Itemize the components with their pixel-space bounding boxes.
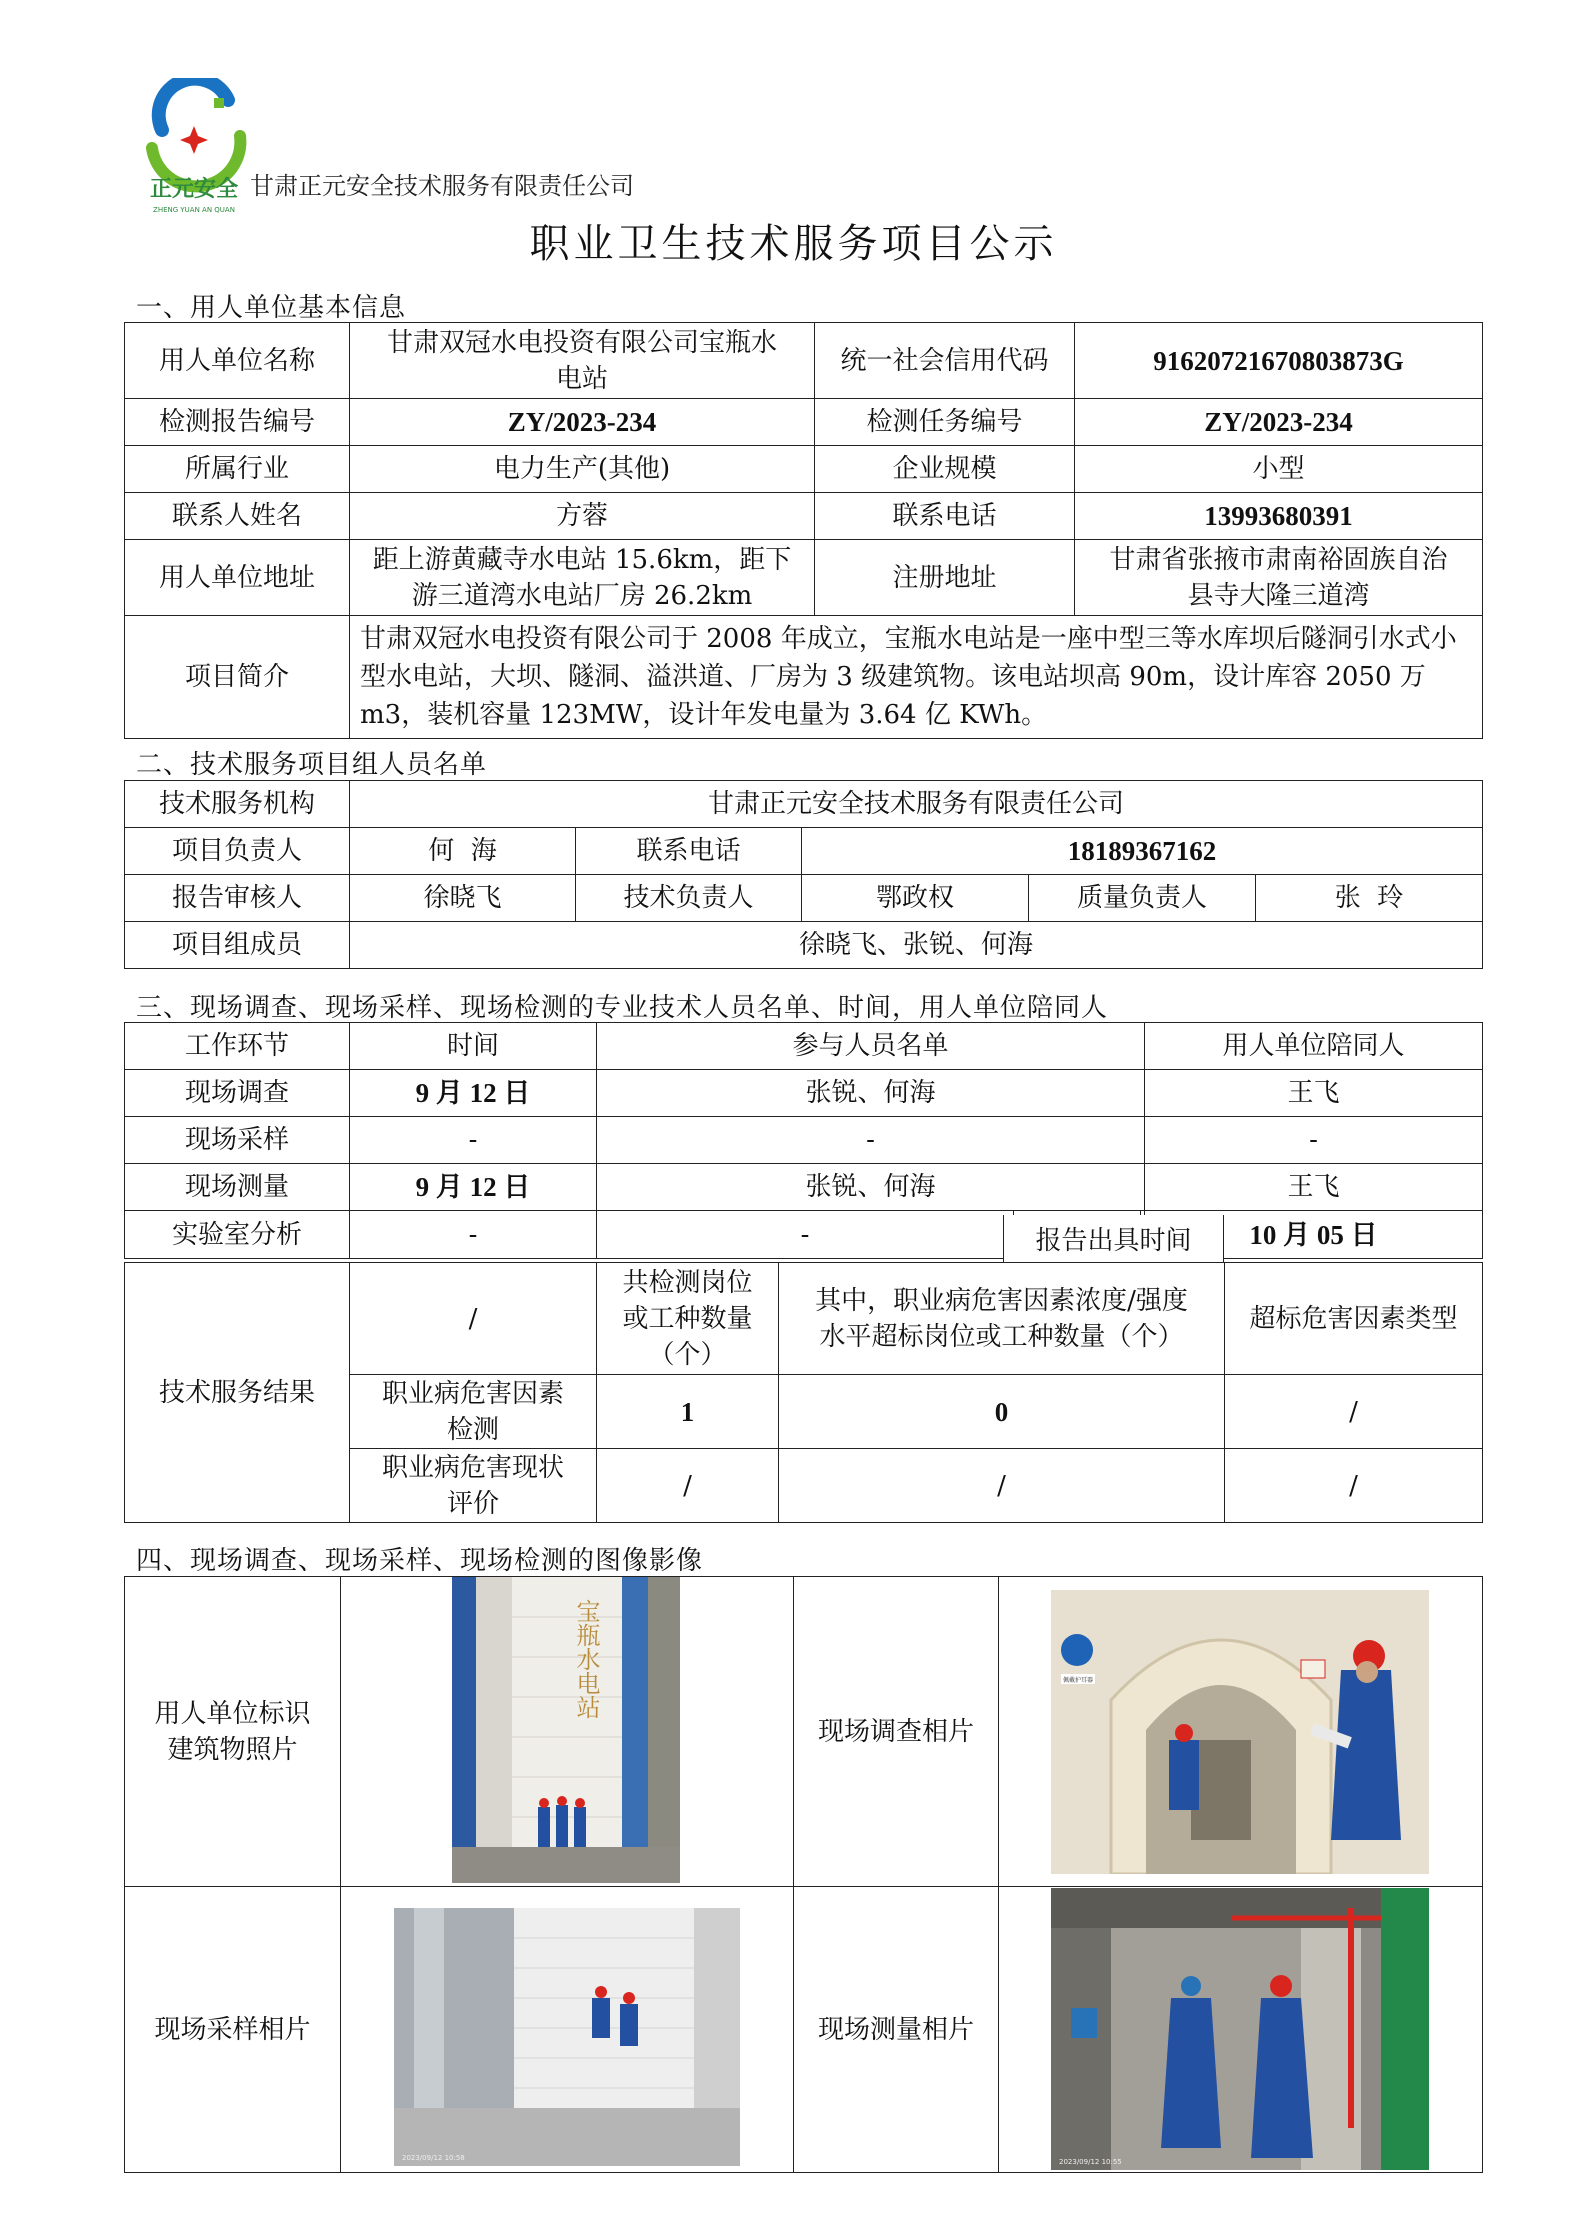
address [350,540,815,616]
stage: 现场测量 [125,1164,350,1211]
eval-total: / [597,1449,779,1523]
address-label: 用人单位地址 [125,540,350,616]
org: 甘肃正元安全技术服务有限责任公司 [350,781,1483,828]
section1-heading: 一、用人单位基本信息 [136,293,407,323]
results-table [124,1262,1483,1523]
employer-info-table [124,322,1483,739]
phone-label: 联系电话 [815,493,1075,540]
team-table [124,780,1483,969]
company-header-block [140,78,840,218]
page-title: 职业卫生技术服务项目公示 [529,221,1058,267]
leader-phone-label: 联系电话 [576,828,802,875]
detect-label [350,1375,597,1449]
org-label: 技术服务机构 [125,781,350,828]
photo-timestamp: 2023/09/12 10:55 [1059,2158,1122,2166]
lab-time: - [350,1211,597,1259]
detect-total: 1 [597,1375,779,1449]
leader-label: 项目负责人 [125,828,350,875]
members: 徐晓飞、张锐、何海 [350,922,1483,969]
industry: 电力生产(其他) [350,446,815,493]
leader-phone: 18189367162 [802,828,1483,875]
detect-label-line2: 检测 [446,1414,499,1445]
detect-over: 0 [779,1375,1225,1449]
credit-code-label: 统一社会信用代码 [815,323,1075,399]
result-slash: / [350,1263,597,1375]
table-row [125,1117,1483,1164]
survey-photo-label: 现场调查相片 [794,1577,999,1887]
logo-text: 正元安全 [149,177,239,202]
scale: 小型 [1075,446,1483,493]
address-line2: 游三道湾水电站厂房 26.2km [411,580,753,611]
result-col1 [597,1263,779,1375]
measure-photo-label: 现场测量相片 [794,1887,999,2173]
eval-label-line1: 职业病危害现状 [381,1452,564,1483]
col-time: 时间 [350,1023,597,1070]
eval-label-line2: 评价 [446,1488,499,1519]
reg-address-label: 注册地址 [815,540,1075,616]
lab-stage: 实验室分析 [125,1211,350,1259]
leader: 何 海 [350,828,576,875]
quality-label: 质量负责人 [1029,875,1256,922]
employer-name-line2: 电站 [555,363,608,394]
report-no: ZY/2023-234 [350,399,815,446]
detect-label-line1: 职业病危害因素 [381,1378,564,1409]
people: - [597,1117,1145,1164]
result-col2 [779,1263,1225,1375]
company-logo [144,78,252,218]
photo-timestamp: 2023/09/12 10:58 [402,2154,465,2162]
industry-label: 所属行业 [125,446,350,493]
address-line1: 距上游黄藏寺水电站 15.6km，距下 [372,544,792,575]
reviewer-label: 报告审核人 [125,875,350,922]
time: 9 月 12 日 [350,1070,597,1117]
hearing-sign: 佩戴护耳器 [1062,1677,1094,1684]
building-label-line2: 建筑物照片 [167,1734,298,1765]
scale-label: 企业规模 [815,446,1075,493]
building-sign: 宝瓶水电站 [572,1599,600,1719]
measure-photo [1051,1888,1429,2170]
report-time: 10 月 05 日 [1145,1211,1483,1259]
contact: 方蓉 [350,493,815,540]
intro-text: 甘肃双冠水电投资有限公司于 2008 年成立，宝瓶水电站是一座中型三等水库坝后隧洞引水式小型水电站，大坝、隧洞、溢洪道、厂房为 3 级建筑物。该电站坝高 90m，设计库容 2050 万 m3，装机容量 123MW，设计年发电量为 3.64 亿 KWh。 [350,616,1483,739]
escort: 王飞 [1145,1070,1483,1117]
quality: 张 玲 [1256,875,1483,922]
section4-heading: 四、现场调查、现场采样、现场检测的图像影像 [136,1546,704,1576]
people: 张锐、何海 [597,1164,1145,1211]
result-label: 技术服务结果 [125,1263,350,1523]
table-row [125,1164,1483,1211]
building-label-line1: 用人单位标识 [154,1698,311,1729]
stage: 现场采样 [125,1117,350,1164]
lab-people: - [597,1211,1014,1259]
tech-label: 技术负责人 [576,875,802,922]
col-people: 参与人员名单 [597,1023,1145,1070]
task-no: ZY/2023-234 [1075,399,1483,446]
section2-heading: 二、技术服务项目组人员名单 [136,750,488,780]
detect-type: / [1225,1375,1483,1449]
credit-code: 91620721670803873G [1075,323,1483,399]
result-col2-line1: 其中，职业病危害因素浓度/强度 [815,1285,1188,1316]
building-photo [452,1577,680,1883]
stage: 现场调查 [125,1070,350,1117]
employer-name-line1: 甘肃双冠水电投资有限公司宝瓶水 [386,327,777,358]
eval-label [350,1449,597,1523]
reviewer: 徐晓飞 [350,875,576,922]
col-stage: 工作环节 [125,1023,350,1070]
result-col1-line1: 共检测岗位 [622,1267,753,1298]
company-name: 甘肃正元安全技术服务有限责任公司 [250,172,634,200]
report-no-label: 检测报告编号 [125,399,350,446]
sampling-photo [394,1908,740,2166]
result-col1-line2: 或工种数量 [622,1303,753,1334]
phone: 13993680391 [1075,493,1483,540]
result-col2-line2: 水平超标岗位或工种数量（个） [819,1321,1184,1352]
reg-address [1075,540,1483,616]
building-photo-label [125,1577,341,1887]
escort: 王飞 [1145,1164,1483,1211]
report-time-label: 报告出具时间 [1003,1215,1224,1262]
intro-label: 项目简介 [125,616,350,739]
section3-heading: 三、现场调查、现场采样、现场检测的专业技术人员名单、时间，用人单位陪同人 [136,993,1109,1023]
col-escort: 用人单位陪同人 [1145,1023,1483,1070]
employer-name-label: 用人单位名称 [125,323,350,399]
sampling-photo-label: 现场采样相片 [125,1887,341,2173]
tech: 鄂政权 [802,875,1029,922]
table-row [125,1070,1483,1117]
task-no-label: 检测任务编号 [815,399,1075,446]
survey-photo [1051,1590,1429,1874]
eval-type: / [1225,1449,1483,1523]
fieldwork-table [124,1022,1483,1259]
people: 张锐、何海 [597,1070,1145,1117]
reg-address-line1: 甘肃省张掖市肃南裕固族自治 [1109,544,1448,575]
eval-over: / [779,1449,1225,1523]
members-label: 项目组成员 [125,922,350,969]
contact-label: 联系人姓名 [125,493,350,540]
escort: - [1145,1117,1483,1164]
reg-address-line2: 县寺大隆三道湾 [1187,580,1370,611]
result-col1-line3: （个） [648,1339,727,1370]
time: 9 月 12 日 [350,1164,597,1211]
time: - [350,1117,597,1164]
employer-name [350,323,815,399]
result-col3: 超标危害因素类型 [1225,1263,1483,1375]
logo-pinyin: ZHENG YUAN AN QUAN [153,206,235,214]
